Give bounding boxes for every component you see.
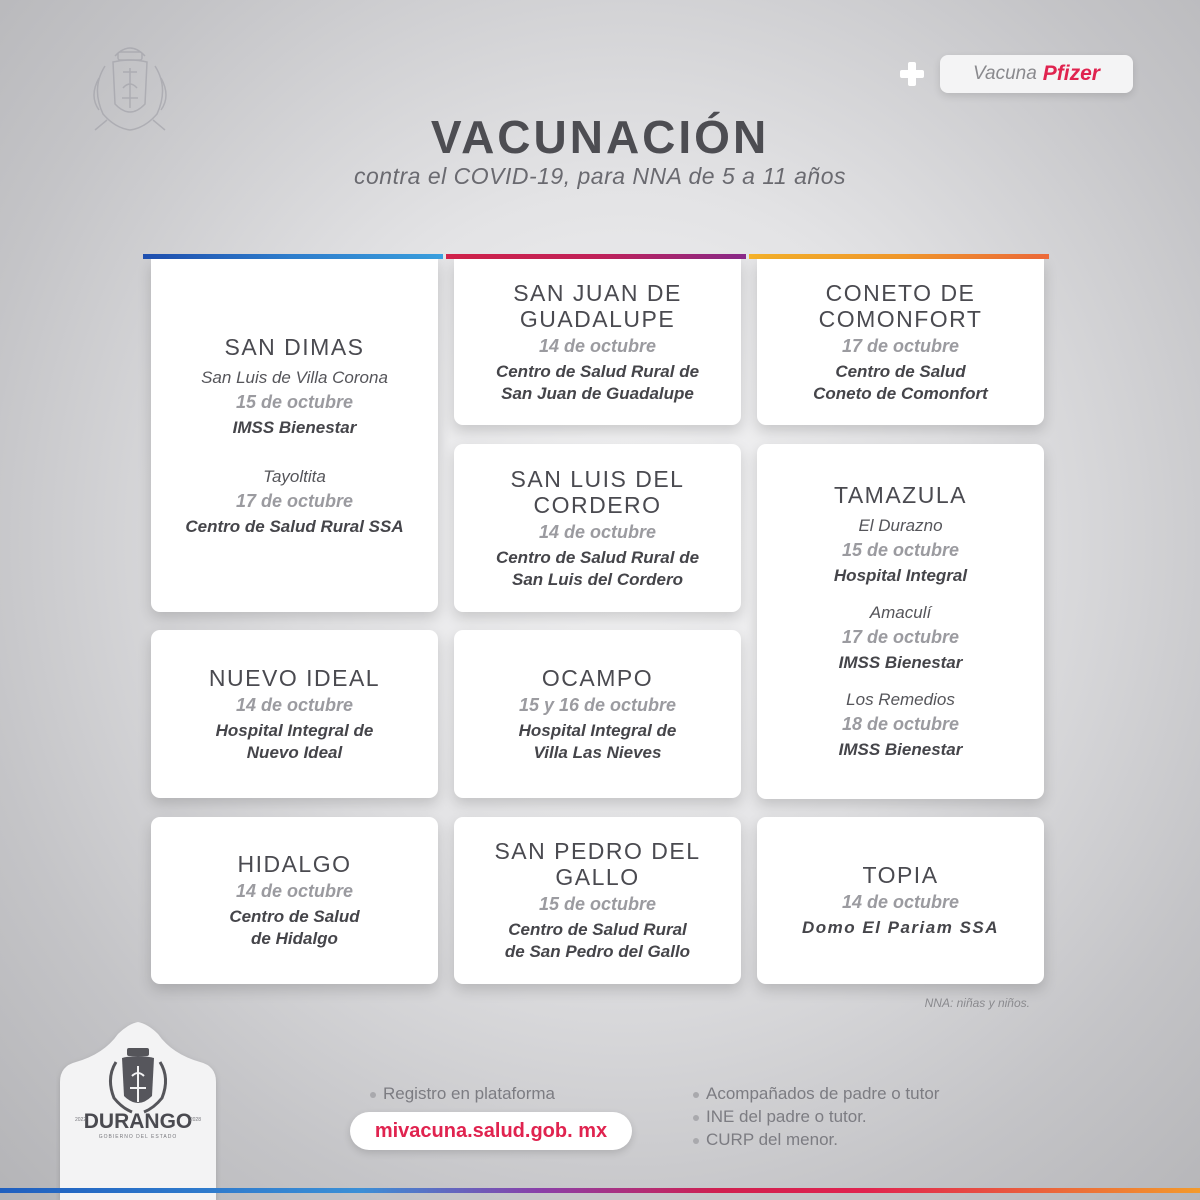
place: IMSS Bienestar — [232, 417, 357, 437]
date: 17 de octubre — [841, 627, 960, 647]
place-line-1: Hospital Integral de — [518, 720, 677, 740]
card-san-dimas — [151, 259, 438, 612]
bullet-icon — [693, 1115, 699, 1121]
badge-brand: Pfizer — [1042, 62, 1100, 85]
place: Centro de Salud Rural SSA — [185, 516, 404, 536]
requirement-registro — [370, 1084, 555, 1104]
locality: El Durazno — [858, 516, 943, 535]
place-line-1: Centro de Salud Rural — [508, 920, 687, 939]
locality: San Luis de Villa Corona — [201, 367, 388, 387]
card-title: HIDALGO — [237, 851, 352, 877]
bullet-icon — [693, 1138, 699, 1144]
date: 15 y 16 de octubre — [518, 694, 677, 715]
card-title: SAN DIMAS — [224, 333, 365, 360]
bullet-icon — [693, 1092, 699, 1098]
place-line-2: de San Pedro del Gallo — [504, 942, 691, 961]
place-line-2: de Hidalgo — [251, 929, 338, 948]
place: Hospital Integral — [833, 566, 968, 585]
logo-year-left: 2022 — [75, 1117, 87, 1123]
place: IMSS Bienestar — [838, 653, 963, 672]
card-title: NUEVO IDEAL — [208, 664, 381, 691]
card-title-line-2: COMONFORT — [818, 305, 983, 332]
card-ocampo — [454, 630, 741, 798]
place-line-1: Centro de Salud Rural de — [495, 361, 700, 381]
plus-icon — [900, 62, 924, 86]
card-san-luis-del-cordero — [454, 444, 741, 612]
card-title-line-1: SAN PEDRO DEL — [494, 838, 701, 864]
logo-wordmark: DURANGO — [83, 1110, 193, 1133]
date: 17 de octubre — [841, 335, 960, 356]
list-item — [693, 1082, 939, 1105]
place-line-1: Centro de Salud Rural de — [495, 547, 700, 567]
card-title-line-2: GUADALUPE — [519, 305, 676, 332]
place: IMSS Bienestar — [838, 740, 963, 759]
place-line-2: Coneto de Comonfort — [813, 383, 988, 403]
card-title: OCAMPO — [541, 664, 654, 691]
requirement-text: CURP del menor. — [706, 1130, 838, 1149]
place: Domo El Pariam SSA — [801, 918, 1000, 937]
page-title: VACUNACIÓN — [430, 111, 770, 163]
place-line-2: Nuevo Ideal — [246, 742, 343, 762]
card-hidalgo — [151, 817, 438, 984]
card-title-line-2: GALLO — [555, 864, 640, 890]
place-line-1: Centro de Salud — [229, 907, 360, 926]
place-line-1: Hospital Integral de — [215, 720, 374, 740]
requirement-text: Acompañados de padre o tutor — [706, 1084, 940, 1103]
locality: Los Remedios — [846, 690, 955, 709]
place-line-2: Villa Las Nieves — [533, 742, 662, 762]
page-subtitle: contra el COVID-19, para NNA de 5 a 11 años — [354, 163, 846, 189]
registration-url-link[interactable]: mivacuna.salud.gob. mx — [350, 1112, 632, 1150]
card-san-pedro-del-gallo — [454, 817, 741, 984]
place-line-2: San Juan de Guadalupe — [501, 383, 694, 403]
footnote: NNA: niñas y niños. — [924, 996, 1030, 1010]
date: 14 de octubre — [538, 521, 657, 542]
logo-year-right: 2028 — [189, 1117, 201, 1123]
date: 15 de octubre — [235, 391, 354, 412]
card-title: TOPIA — [862, 862, 939, 888]
list-item — [693, 1128, 939, 1151]
bottom-color-bar — [0, 1188, 1200, 1193]
place-line-2: San Luis del Cordero — [512, 569, 683, 589]
card-title: TAMAZULA — [834, 482, 967, 508]
card-title-line-2: CORDERO — [533, 491, 662, 518]
requirement-text: INE del padre o tutor. — [706, 1107, 867, 1126]
date: 17 de octubre — [235, 490, 354, 511]
date: 14 de octubre — [841, 892, 960, 912]
date: 14 de octubre — [235, 694, 354, 715]
card-san-juan-de-guadalupe — [454, 259, 741, 425]
durango-logo — [56, 1022, 221, 1200]
locality: Amaculí — [869, 603, 932, 622]
list-item — [693, 1105, 939, 1128]
requirement-text: Registro en plataforma — [383, 1084, 555, 1103]
vaccine-badge — [940, 55, 1133, 93]
date: 14 de octubre — [235, 881, 354, 901]
card-title-line-1: SAN LUIS DEL — [510, 465, 685, 492]
date: 15 de octubre — [538, 894, 657, 914]
place-line-1: Centro de Salud — [835, 361, 966, 381]
locality: Tayoltita — [263, 466, 326, 486]
card-tamazula — [757, 444, 1044, 799]
card-topia — [757, 817, 1044, 984]
date: 14 de octubre — [538, 335, 657, 356]
requirements-list — [693, 1082, 939, 1151]
date: 15 de octubre — [841, 540, 960, 560]
bullet-icon — [370, 1092, 376, 1098]
badge-prefix: Vacuna — [973, 63, 1037, 84]
card-title-line-1: SAN JUAN DE — [513, 279, 682, 306]
card-nuevo-ideal — [151, 630, 438, 798]
card-title-line-1: CONETO DE — [825, 279, 976, 306]
date: 18 de octubre — [841, 714, 960, 734]
logo-subtitle: GOBIERNO DEL ESTADO — [98, 1134, 178, 1140]
card-coneto-de-comonfort — [757, 259, 1044, 425]
